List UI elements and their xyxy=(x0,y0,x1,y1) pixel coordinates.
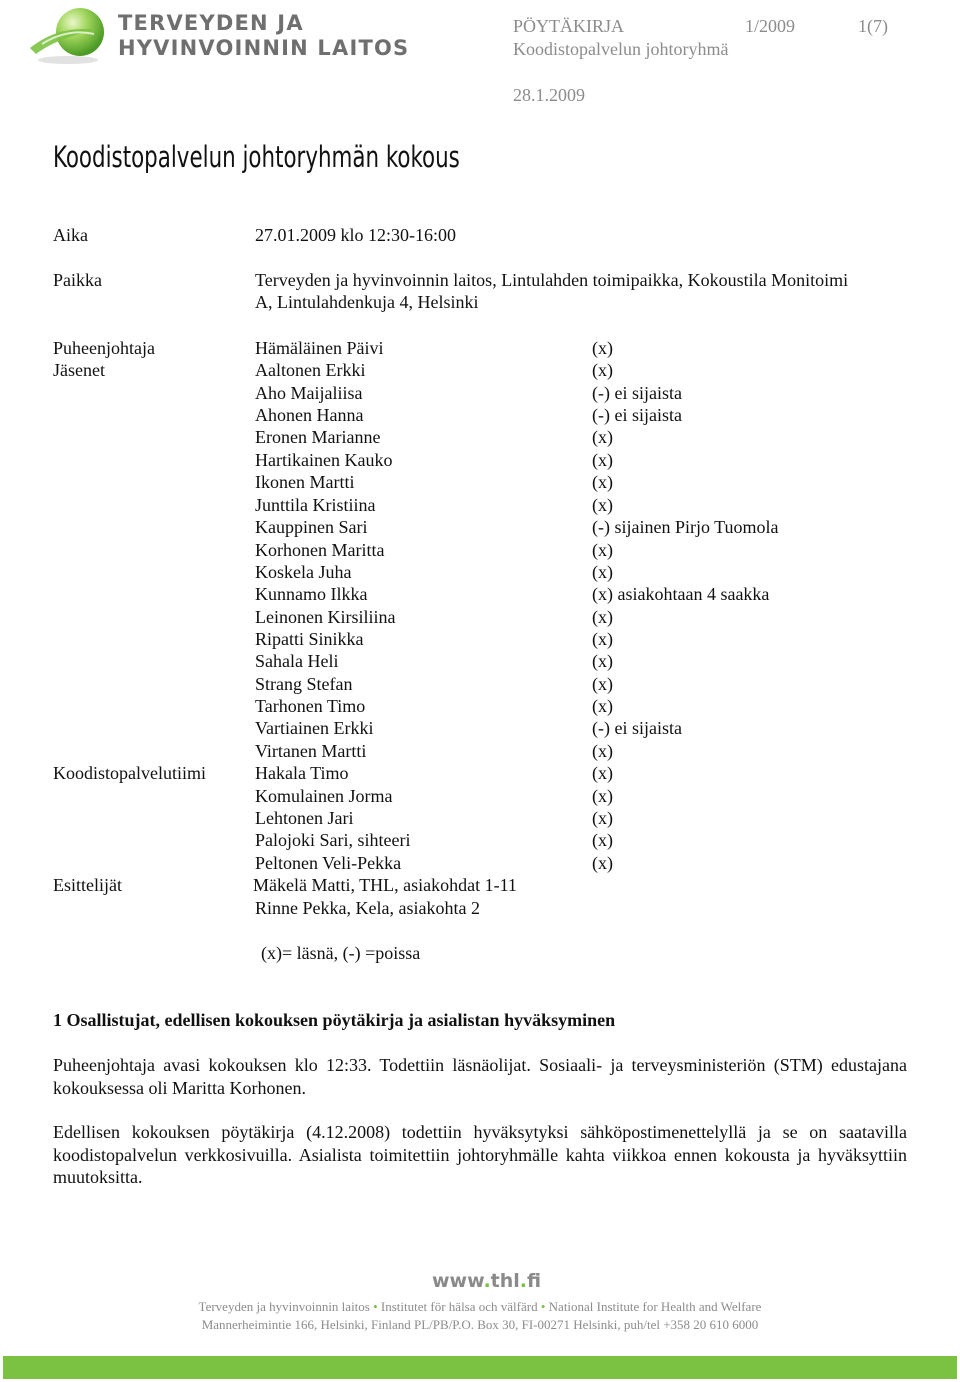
participant-name: Virtanen Martti xyxy=(255,741,367,761)
footer-address: Mannerheimintie 166, Helsinki, Finland PL/PB/P.O. Box 30, FI-00271 Helsinki, puh/tel +358 20 610 6000 xyxy=(201,1317,759,1332)
web-part-b: thl xyxy=(490,1270,520,1292)
participant-status: (-) ei sijaista xyxy=(592,383,682,403)
participant-status: (x) xyxy=(592,853,613,873)
thl-globe-logo-icon xyxy=(28,4,108,66)
org-name-line2: HYVINVOINNIN LAITOS xyxy=(118,36,410,60)
participant-name: Komulainen Jorma xyxy=(255,786,393,806)
participant-name: Koskela Juha xyxy=(255,562,352,582)
bullet: • xyxy=(540,1299,546,1314)
participant-name: Lehtonen Jari xyxy=(255,808,354,828)
section-paragraph-2: Edellisen kokouksen pöytäkirja (4.12.2008) todettiin hyväksytyksi sähköpostimenettelyllä ja se on saatavilla koodistopalvelun verkkosivuilla. Asialista toimitettiin johtoryhmälle kahta viikkoa ennen kokousta ja hyväksyttiin muutoksitta. xyxy=(53,1122,907,1187)
participant-status: (x) xyxy=(592,540,613,560)
org-name-line1: TERVEYDEN JA xyxy=(118,11,304,35)
participant-name: Peltonen Veli-Pekka xyxy=(255,853,402,873)
participant-status: (-) ei sijaista xyxy=(592,405,682,425)
participant-name: Sahala Heli xyxy=(255,651,339,671)
doc-date: 28.1.2009 xyxy=(513,85,585,105)
participant-name: Palojoki Sari, sihteeri xyxy=(255,830,411,850)
web-dot: . xyxy=(519,1270,528,1292)
place-line1: Terveyden ja hyvinvoinnin laitos, Lintulahden toimipaikka, Kokoustila Monitoimi xyxy=(255,270,849,290)
page-title: Koodistopalvelun johtoryhmän kokous xyxy=(53,140,460,174)
participant-name: Ripatti Sinikka xyxy=(255,629,364,649)
web-dot: . xyxy=(483,1270,491,1292)
participant-status: (x) xyxy=(592,495,613,515)
participant-name: Eronen Marianne xyxy=(255,427,381,447)
participant-status: (-) ei sijaista xyxy=(592,718,682,738)
participant-status: (x) asiakohtaan 4 saakka xyxy=(592,584,770,604)
participant-name: Hämäläinen Päivi xyxy=(255,338,384,358)
status-legend: (x)= läsnä, (-) =poissa xyxy=(261,943,421,963)
participant-status: (x) xyxy=(592,674,613,694)
participant-name: Strang Stefan xyxy=(255,674,353,694)
participant-status: (x) xyxy=(592,562,613,582)
bullet: • xyxy=(373,1299,378,1314)
org-name-sv: Institutet för hälsa och välfärd xyxy=(380,1299,538,1314)
participant-name: Mäkelä Matti, THL, asiakohdat 1-11 xyxy=(253,875,517,895)
participant-role: Esittelijät xyxy=(53,875,122,895)
participant-status: (x) xyxy=(592,786,613,806)
section-heading: 1 Osallistujat, edellisen kokouksen pöytäkirja ja asialistan hyväksyminen xyxy=(53,1010,616,1030)
web-part-c: fi xyxy=(527,1270,542,1292)
participant-status: (x) xyxy=(592,338,613,358)
participant-status: (x) xyxy=(592,651,613,671)
place-line2: A, Lintulahdenkuja 4, Helsinki xyxy=(255,292,479,312)
participant-name: Ahonen Hanna xyxy=(255,405,364,425)
participant-name: Hartikainen Kauko xyxy=(255,450,393,470)
participant-role: Jäsenet xyxy=(53,360,105,380)
org-name-fi: Terveyden ja hyvinvoinnin laitos xyxy=(198,1299,370,1314)
web-part-a: www xyxy=(432,1270,484,1292)
participant-status: (x) xyxy=(592,808,613,828)
participant-status: (x) xyxy=(592,450,613,470)
participant-name: Aaltonen Erkki xyxy=(255,360,366,380)
org-name-en: National Institute for Health and Welfare xyxy=(548,1299,762,1314)
participant-name: Kauppinen Sari xyxy=(255,517,368,537)
participant-name: Vartiainen Erkki xyxy=(255,718,374,738)
doc-type: PÖYTÄKIRJA xyxy=(513,16,625,36)
website-url[interactable] xyxy=(432,1270,541,1292)
participant-name: Aho Maijaliisa xyxy=(255,383,363,403)
participant-name: Korhonen Maritta xyxy=(255,540,385,560)
participant-status: (x) xyxy=(592,607,613,627)
section-paragraph-1: Puheenjohtaja avasi kokouksen klo 12:33. Todettiin läsnäolijat. Sosiaali- ja terveysministeriön (STM) edustajana kokouksessa oli Maritta Korhonen. xyxy=(53,1055,907,1098)
participant-role: Puheenjohtaja xyxy=(53,338,155,358)
footer-org-names xyxy=(0,1299,960,1315)
time-value: 27.01.2009 klo 12:30-16:00 xyxy=(255,225,456,245)
participant-name: Junttila Kristiina xyxy=(255,495,376,515)
participant-role: Koodistopalvelutiimi xyxy=(53,763,206,783)
participant-status: (-) sijainen Pirjo Tuomola xyxy=(592,517,779,537)
doc-number: 1/2009 xyxy=(745,16,796,36)
participant-name: Tarhonen Timo xyxy=(255,696,366,716)
time-label: Aika xyxy=(53,225,88,245)
participant-name: Kunnamo Ilkka xyxy=(255,584,368,604)
participant-status: (x) xyxy=(592,830,613,850)
participant-name: Ikonen Martti xyxy=(255,472,355,492)
participant-name: Leinonen Kirsiliina xyxy=(255,607,396,627)
footer-green-bar xyxy=(3,1356,957,1379)
participant-name: Hakala Timo xyxy=(255,763,349,783)
participant-status: (x) xyxy=(592,763,613,783)
place-label: Paikka xyxy=(53,270,102,290)
participant-name: Rinne Pekka, Kela, asiakohta 2 xyxy=(255,898,480,918)
page-number: 1(7) xyxy=(858,16,888,36)
participant-status: (x) xyxy=(592,741,613,761)
participant-status: (x) xyxy=(592,629,613,649)
group-name: Koodistopalvelun johtoryhmä xyxy=(513,39,729,59)
participant-status: (x) xyxy=(592,696,613,716)
participant-status: (x) xyxy=(592,472,613,492)
participant-status: (x) xyxy=(592,360,613,380)
participant-status: (x) xyxy=(592,427,613,447)
